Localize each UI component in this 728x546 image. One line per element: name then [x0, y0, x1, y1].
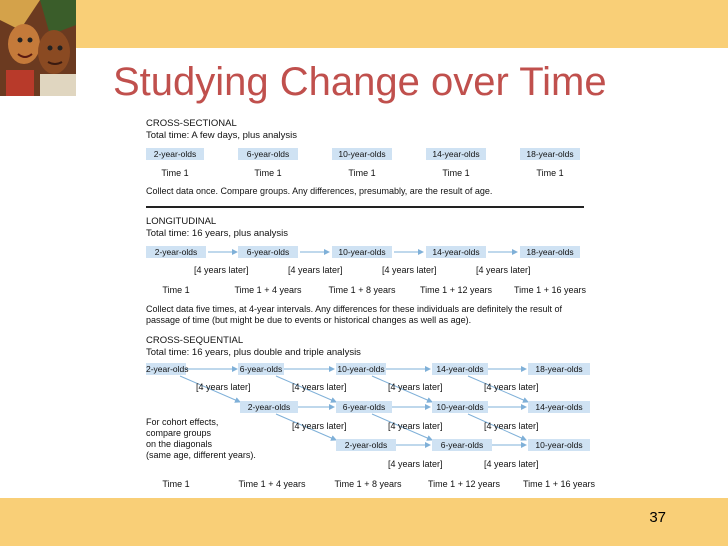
group-box: 2-year-olds — [146, 364, 189, 374]
interval-label: [4 years later] — [382, 265, 437, 275]
group-box: 14-year-olds — [528, 401, 590, 413]
research-designs-figure — [140, 112, 600, 496]
cohort-note-line: (same age, different years). — [146, 450, 256, 460]
interval-label: [4 years later] — [484, 421, 539, 431]
time-label: Time 1 — [162, 285, 190, 295]
cross-sectional-heading: CROSS-SECTIONAL — [146, 118, 237, 129]
section-divider — [146, 206, 584, 208]
cohort-note-line: on the diagonals — [146, 439, 213, 449]
group-box: 2-year-olds — [336, 439, 396, 451]
time-label: Time 1 — [161, 168, 189, 178]
time-label: Time 1 + 4 years — [238, 479, 306, 489]
cross-sequential-heading: CROSS-SEQUENTIAL — [146, 335, 244, 346]
group-box: 10-year-olds — [528, 439, 590, 451]
longitudinal-heading: LONGITUDINAL — [146, 216, 217, 227]
cross-sequential-total: Total time: 16 years, plus double and triple analysis — [146, 347, 361, 358]
cohort-note-line: compare groups — [146, 428, 212, 438]
group-box: 10-year-olds — [332, 246, 392, 258]
group-box: 14-year-olds — [432, 363, 488, 375]
group-box: 18-year-olds — [520, 246, 580, 258]
group-box: 10-year-olds — [332, 148, 392, 160]
interval-label: [4 years later] — [388, 459, 443, 469]
group-box: 10-year-olds — [432, 401, 488, 413]
time-label: Time 1 — [536, 168, 564, 178]
artwork-thumbnail — [0, 0, 76, 96]
cohort-note-line: For cohort effects, — [146, 417, 219, 427]
time-label: Time 1 + 12 years — [420, 285, 492, 295]
group-box: 18-year-olds — [520, 148, 580, 160]
time-label: Time 1 — [442, 168, 470, 178]
group-box: 14-year-olds — [426, 148, 486, 160]
cross-sectional-note: Collect data once. Compare groups. Any differences, presumably, are the result of age. — [146, 186, 493, 196]
interval-label: [4 years later] — [388, 382, 443, 392]
longitudinal-total: Total time: 16 years, plus analysis — [146, 228, 289, 239]
time-label: Time 1 + 16 years — [514, 285, 586, 295]
longitudinal-note-line1: Collect data five times, at 4-year intervals. Any differences for these individuals are definitely the result of — [146, 304, 563, 314]
time-label: Time 1 — [254, 168, 282, 178]
interval-label: [4 years later] — [484, 382, 539, 392]
time-label: Time 1 + 12 years — [428, 479, 500, 489]
time-label: Time 1 + 4 years — [234, 285, 302, 295]
group-box: 6-year-olds — [336, 401, 392, 413]
slide-number: 37 — [649, 509, 666, 526]
slide-title: Studying Change over Time — [113, 60, 607, 104]
group-box: 6-year-olds — [238, 246, 298, 258]
interval-label: [4 years later] — [476, 265, 531, 275]
interval-label: [4 years later] — [292, 421, 347, 431]
interval-label: [4 years later] — [288, 265, 343, 275]
group-box: 2-year-olds — [146, 246, 206, 258]
time-label: Time 1 — [348, 168, 376, 178]
time-label: Time 1 + 8 years — [334, 479, 402, 489]
interval-label: [4 years later] — [484, 459, 539, 469]
cross-sectional-total: Total time: A few days, plus analysis — [146, 130, 298, 141]
group-box: 10-year-olds — [337, 364, 385, 374]
group-box: 18-year-olds — [528, 363, 590, 375]
interval-label: [4 years later] — [196, 382, 251, 392]
interval-label: [4 years later] — [194, 265, 249, 275]
bottom-decorative-band — [0, 498, 728, 546]
group-box: 2-year-olds — [146, 148, 204, 160]
group-box: 6-year-olds — [239, 364, 283, 374]
time-label: Time 1 — [162, 479, 190, 489]
interval-label: [4 years later] — [388, 421, 443, 431]
interval-label: [4 years later] — [292, 382, 347, 392]
group-box: 6-year-olds — [238, 148, 298, 160]
time-label: Time 1 + 16 years — [523, 479, 595, 489]
top-decorative-band — [0, 0, 728, 48]
group-box: 2-year-olds — [240, 401, 298, 413]
group-box: 6-year-olds — [432, 439, 492, 451]
longitudinal-note-line2: passage of time (but might be due to events or historical changes as well as age). — [146, 315, 472, 325]
time-label: Time 1 + 8 years — [328, 285, 396, 295]
group-box: 14-year-olds — [426, 246, 486, 258]
